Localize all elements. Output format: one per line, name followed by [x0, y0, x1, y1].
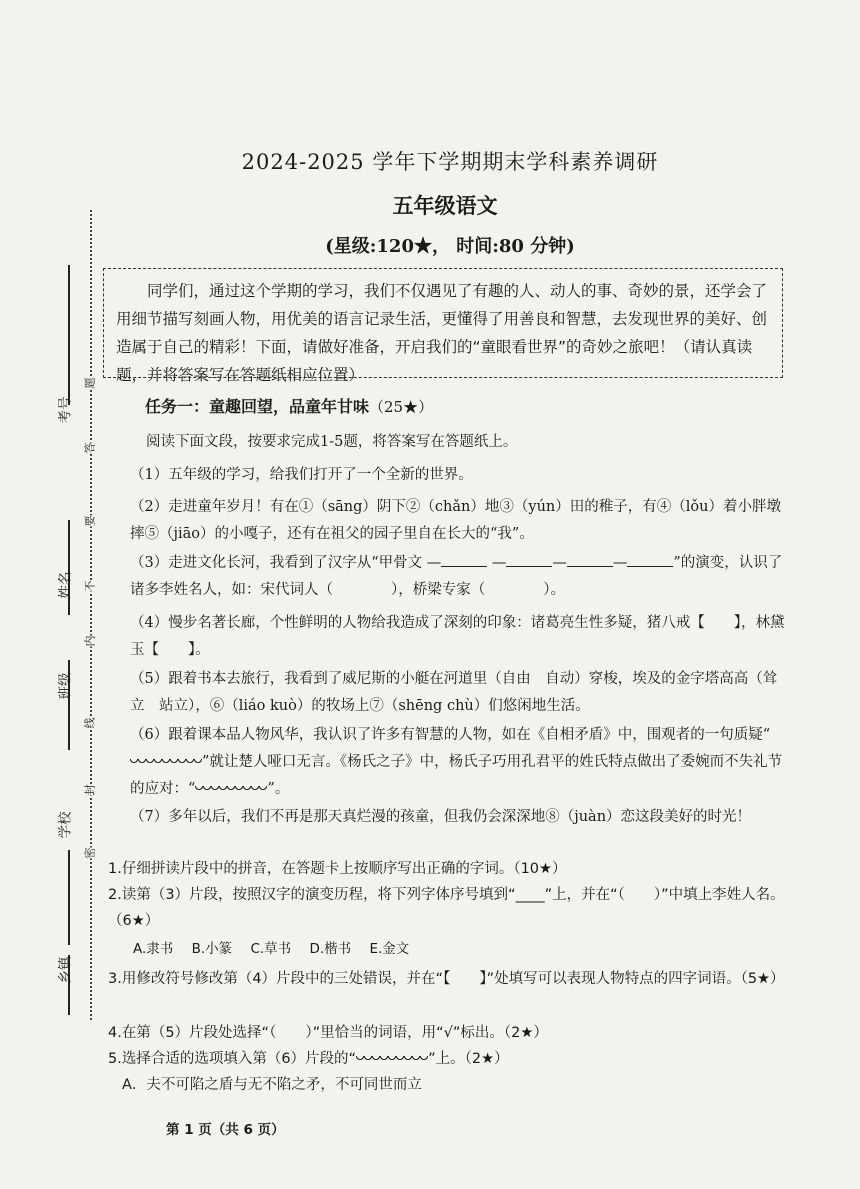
paragraph-2: （2）走进童年岁月！有在①（sāng）阴下②（chǎn）地③（yún）田的稚子，有④（lǒu）着小胖墩摔⑤（jiāo）的小嘎子，还有在祖父的园子里自在长大的“我”。 — [130, 499, 781, 542]
option: A.隶书 — [133, 941, 174, 957]
paragraph-6-end: ”。 — [267, 781, 290, 797]
question-3: 3.用修改符号修改第（4）片段中的三处错误，并在“【 】”处填写可以表现人物特点的四字词语。（5★） — [108, 971, 785, 987]
intro-box — [103, 268, 783, 384]
task-instruction: 阅读下面文段，按要求完成1-5题，将答案写在答题纸上。 — [146, 434, 518, 450]
paragraph-6-start: （6）跟着课本品人物风华，我认识了许多有智慧的人物，如在《自相矛盾》中，围观者的一句质疑“ — [130, 727, 771, 743]
paragraph-7: （7）多年以后，我们不再是那天真烂漫的孩童，但我仍会深深地⑧（juàn）恋这段美好的时光！ — [130, 809, 752, 825]
paragraph-6 — [130, 722, 790, 803]
paragraph-6-mid: ”就让楚人哑口无言。《杨氏之子》中，杨氏子巧用孔君平的姓氏特点做出了委婉而不失礼节的应对：“ — [130, 754, 783, 797]
paragraph-4: （4）慢步名著长廊，个性鲜明的人物给我造成了深刻的印象：诸葛亮生性多疑，猪八戒【 】，林黛玉【 】。 — [130, 615, 785, 658]
question-5-end: ”上。（2★） — [428, 1051, 509, 1067]
option: C.草书 — [250, 941, 292, 957]
paragraph-1: （1）五年级的学习，给我们打开了一个全新的世界。 — [130, 467, 473, 483]
question-5 — [108, 1046, 788, 1072]
option: E.金文 — [369, 941, 410, 957]
answer-blank[interactable] — [567, 552, 613, 567]
paragraph-5: （5）跟着书本去旅行，我看到了威尼斯的小艇在河道里（自由 自动）穿梭，埃及的金字塔高高（耸立 站立），⑥（liáo kuò）的牧场上⑦（shēng chù）们悠闲地生活。 — [130, 671, 778, 714]
question-5-start: 5.选择合适的选项填入第（6）片段的“ — [108, 1051, 357, 1067]
seal-word: 题 — [83, 377, 97, 389]
task-title-text: 任务一：童趣回望，品童年甘味 — [145, 397, 370, 416]
label-exam-number: 考号 — [57, 396, 74, 424]
answer-blank[interactable] — [441, 552, 487, 567]
label-school: 学校 — [57, 811, 74, 839]
seal-word: 内 — [83, 635, 97, 647]
page-footer: 第 1 页（共 6 页） — [166, 1122, 285, 1138]
name-line[interactable] — [68, 520, 70, 615]
school-line[interactable] — [68, 850, 70, 945]
label-name: 姓名 — [57, 571, 74, 599]
paragraph-3-end: ”的演变，认识了诸多李姓名人，如：宋代词人（ ），桥梁专家（ ）。 — [130, 555, 783, 598]
seal-word: 封 — [83, 784, 97, 796]
option: D.楷书 — [309, 941, 352, 957]
exam-meta: (星级:120★， 时间:80 分钟) — [325, 236, 575, 257]
paragraph-3: （3）走进文化长河，我看到了汉字从“甲骨文 — — — — ”的演变，认识了诸多李姓名人，如：宋代词人（ ），桥梁专家（ ）。 — [130, 550, 790, 604]
intro-text: 同学们，通过这个学期的学习，我们不仅遇见了有趣的人、动人的事、奇妙的景，还学会了用细节描写刻画人物，用优美的语言记录生活，更懂得了用善良和智慧，去发现世界的美好、创造属于自己的精彩！下面，请做好准备，开启我们的“童眼看世界”的奇妙之旅吧！（请认真读题，并将答案写在答题纸相应位置） — [116, 282, 768, 384]
task-title — [145, 394, 433, 417]
question-1: 1.仔细拼读片段中的拼音，在答题卡上按顺序写出正确的字词。（10★） — [108, 861, 567, 877]
wavy-blank — [356, 1054, 428, 1064]
question-2: 2.读第（3）片段，按照汉字的演变历程，将下列字体序号填到“____”上，并在“（ ）”中填上李姓人名。（6★） — [108, 887, 785, 929]
seal-word: 密 — [83, 847, 97, 859]
binding-dotted-line — [90, 210, 92, 1020]
question-4: 4.在第（5）片段处选择“（ ）”里恰当的词语，用“√”标出。（2★） — [108, 1025, 548, 1041]
seal-word: 线 — [83, 717, 97, 729]
seal-word: 要 — [83, 515, 97, 527]
answer-blank[interactable] — [506, 552, 552, 567]
label-class: 班级 — [57, 672, 74, 700]
wavy-blank[interactable] — [195, 784, 267, 794]
wavy-blank[interactable] — [130, 757, 202, 767]
subject-title: 五年级语文 — [392, 193, 498, 218]
exam-number-line[interactable] — [68, 265, 70, 405]
question-5-option-a: A．夫不可陷之盾与无不陷之矛，不可同世而立 — [122, 1077, 422, 1093]
option: B.小篆 — [191, 941, 233, 957]
question-2-options — [133, 937, 423, 957]
answer-blank[interactable] — [627, 552, 673, 567]
paragraph-3-start: （3）走进文化长河，我看到了汉字从“甲骨文 — — [130, 555, 442, 571]
seal-word: 不 — [83, 580, 97, 592]
task-score: （25★） — [369, 398, 434, 416]
exam-title: 2024-2025 学年下学期期末学科素养调研 — [241, 150, 659, 174]
seal-word: 答 — [83, 442, 97, 454]
label-town: 乡镇 — [57, 956, 74, 984]
